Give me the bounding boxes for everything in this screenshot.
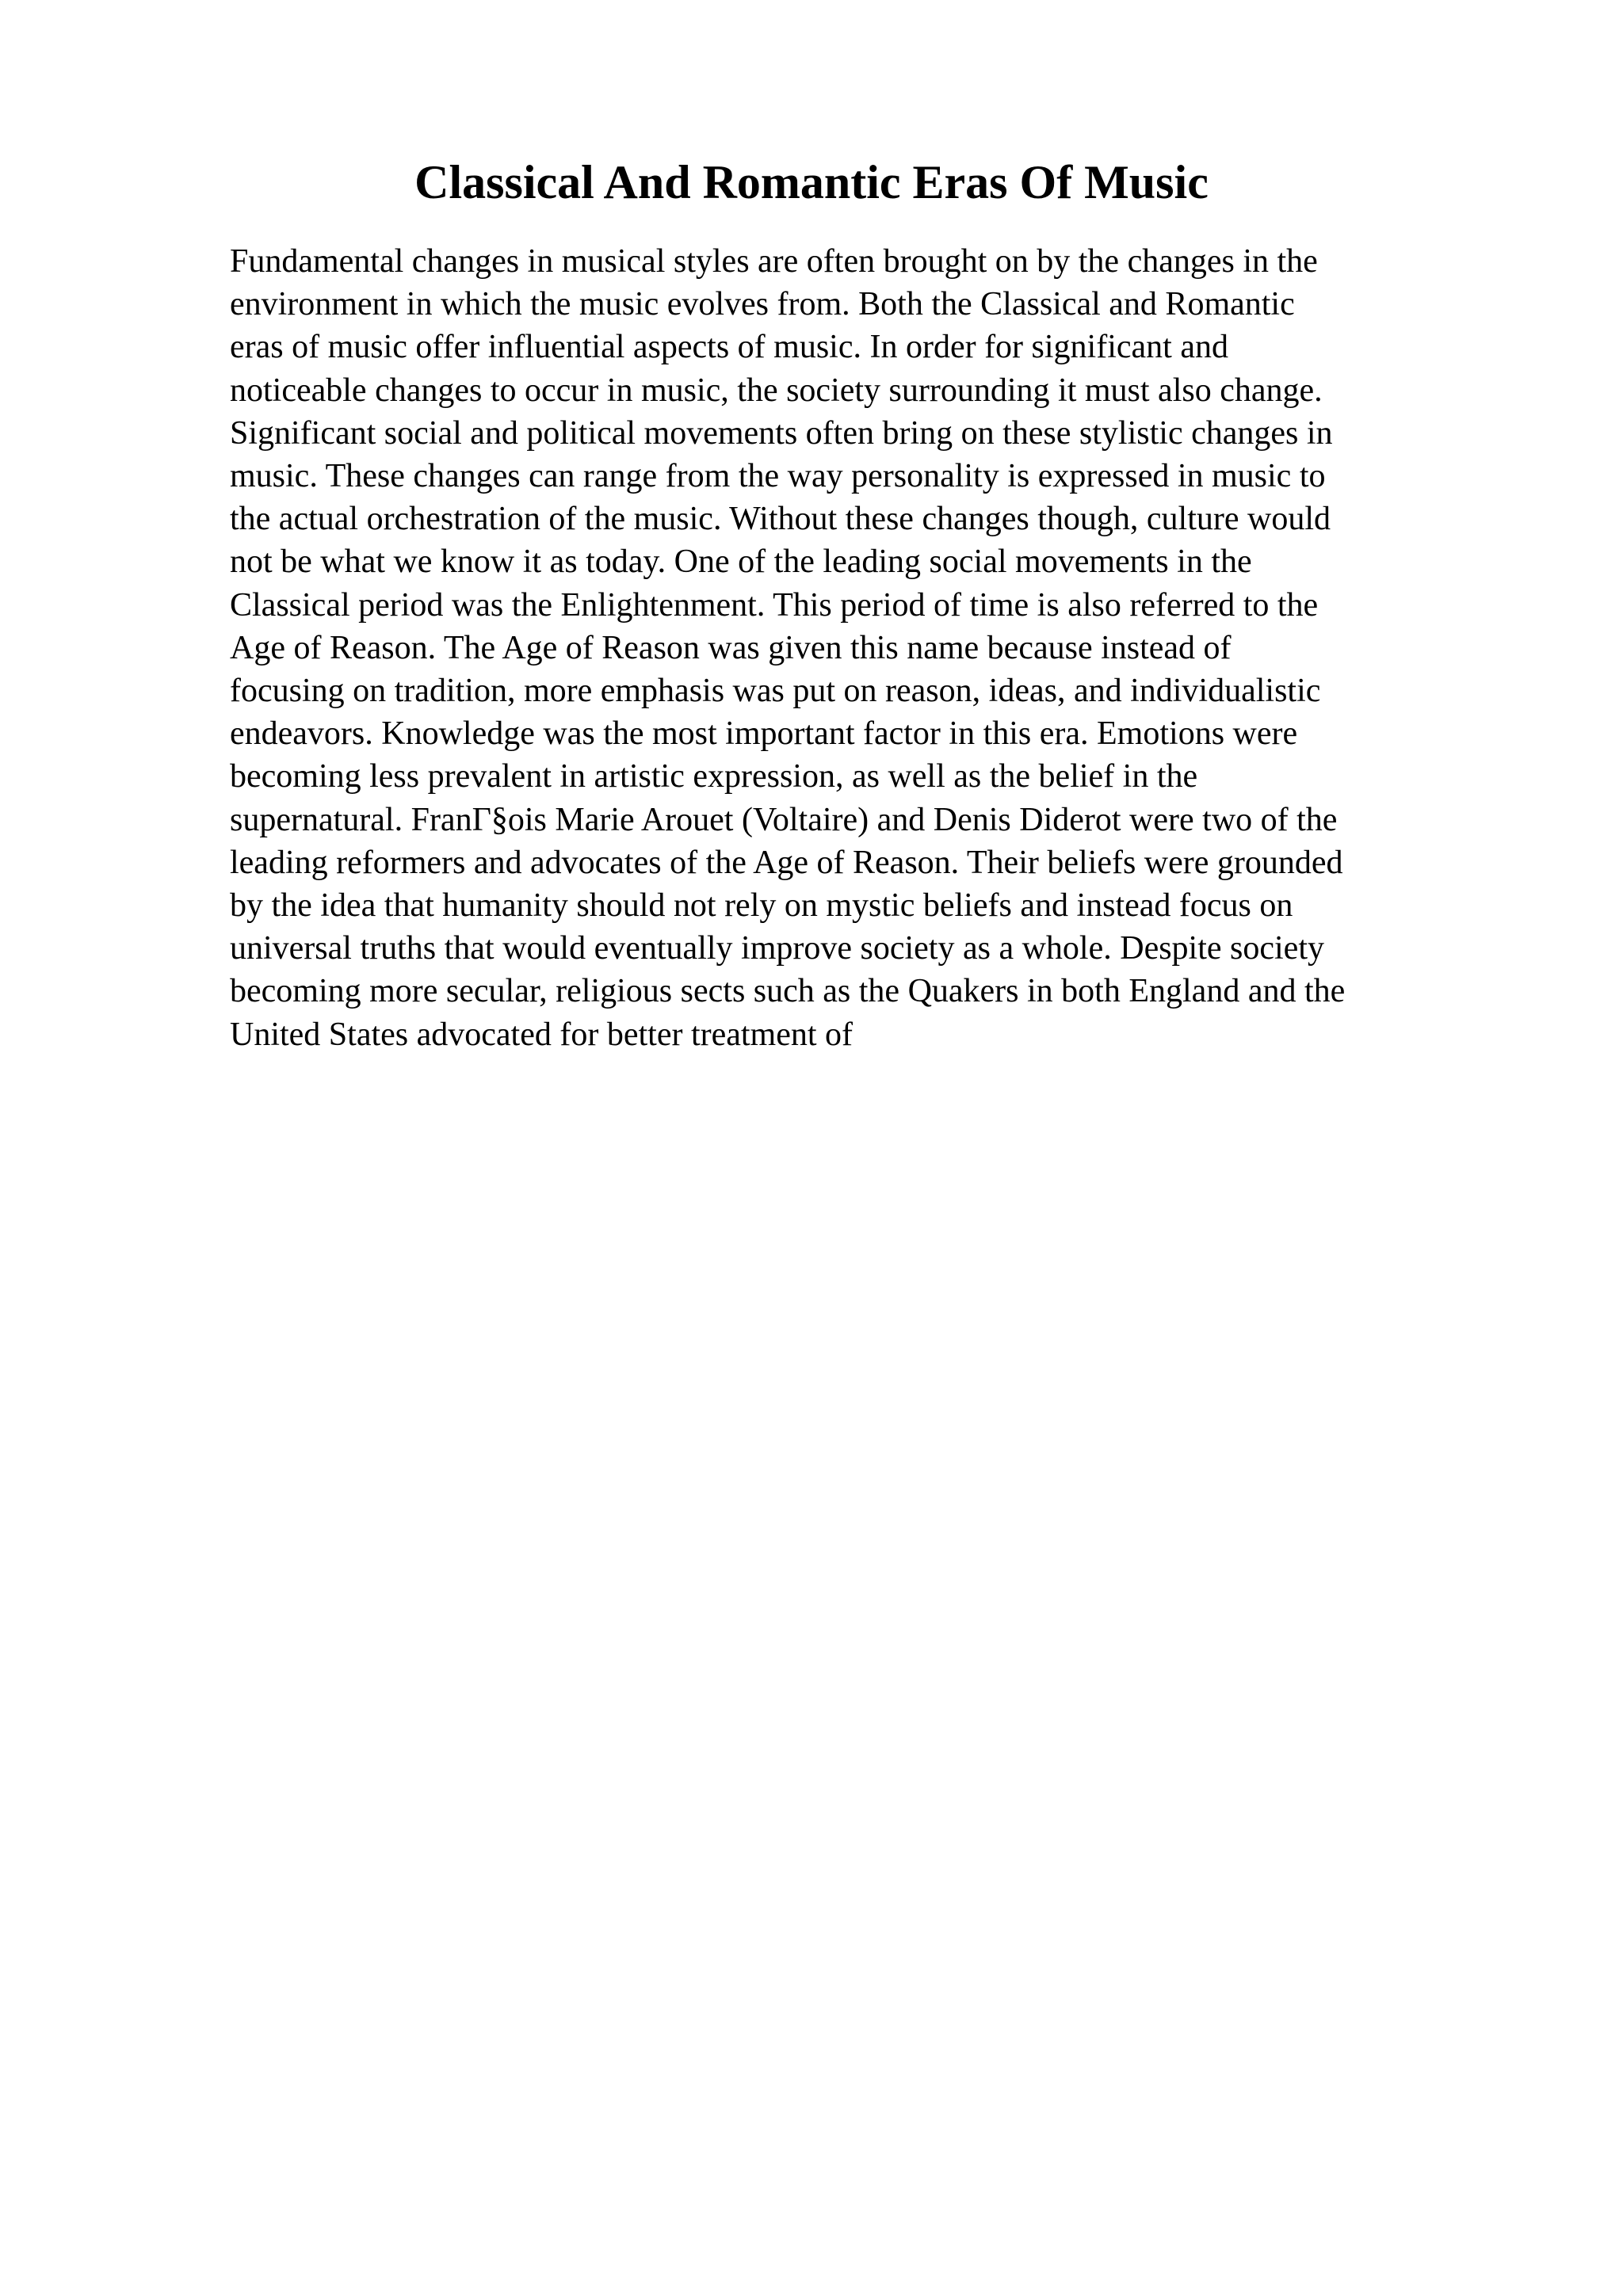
body-line: the actual orchestration of the music. Without these changes though, culture would (230, 501, 1331, 538)
body-line: supernatural. FranГ§ois Marie Arouet (Voltaire) and Denis Diderot were two of the (230, 801, 1338, 838)
body-line: focusing on tradition, more emphasis was put on reason, ideas, and individualistic (230, 673, 1321, 710)
body-line: Significant social and political movements often bring on these stylistic changes in (230, 414, 1333, 452)
document-body (230, 240, 1498, 1056)
body-line: becoming less prevalent in artistic expression, as well as the belief in the (230, 758, 1198, 795)
body-line: Age of Reason. The Age of Reason was given this name because instead of (230, 629, 1232, 666)
body-line: leading reformers and advocates of the Age of Reason. Their beliefs were grounded (230, 844, 1343, 881)
body-line: Fundamental changes in musical styles are often brought on by the changes in the (230, 243, 1318, 280)
body-line: eras of music offer influential aspects of music. In order for significant and (230, 329, 1228, 366)
body-line: endeavors. Knowledge was the most important factor in this era. Emotions were (230, 715, 1298, 753)
body-line: noticeable changes to occur in music, the society surrounding it must also change. (230, 372, 1323, 409)
body-line: music. These changes can range from the way personality is expressed in music to (230, 458, 1326, 495)
body-line: universal truths that would eventually improve society as a whole. Despite society (230, 930, 1324, 967)
body-line: by the idea that humanity should not rely on mystic beliefs and instead focus on (230, 887, 1293, 925)
document-title: Classical And Romantic Eras Of Music (414, 156, 1209, 208)
body-line: environment in which the music evolves from. Both the Classical and Romantic (230, 286, 1295, 323)
body-line: United States advocated for better treatment of (230, 1016, 854, 1053)
body-line: not be what we know it as today. One of the leading social movements in the (230, 543, 1252, 581)
body-line: Classical period was the Enlightenment. This period of time is also referred to the (230, 586, 1319, 624)
body-line: becoming more secular, religious sects such as the Quakers in both England and the (230, 973, 1346, 1010)
